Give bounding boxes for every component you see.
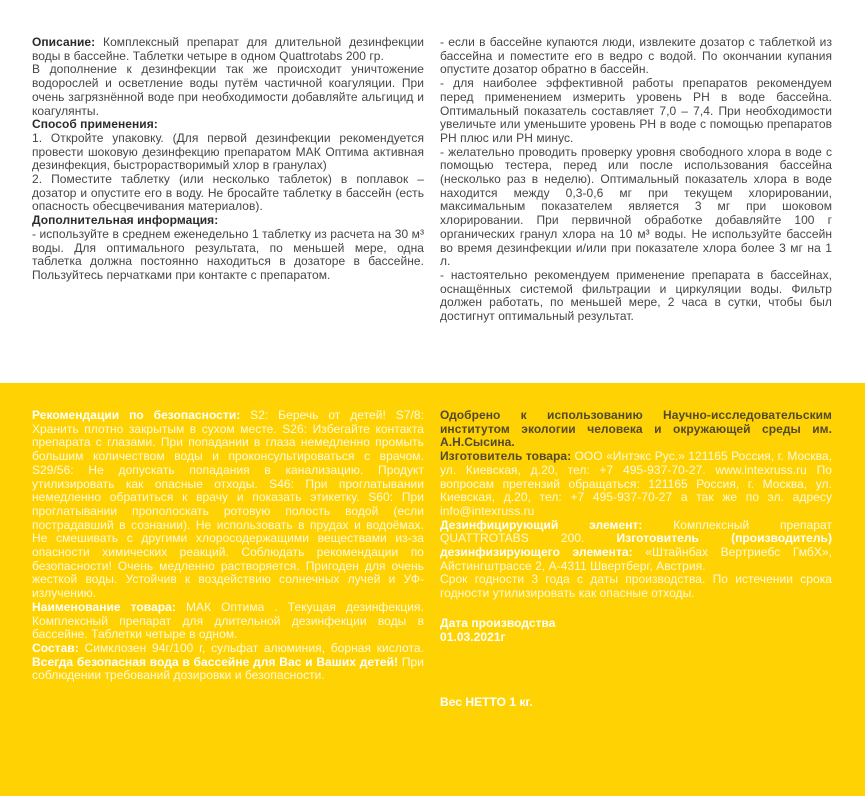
heading-text-segment: Вес НЕТТО 1 кг.: [440, 695, 533, 710]
text-segment: - если в бассейне купаются люди, извлеките дозатор с таблеткой из бассейна и поместите его в ведро с водой. По окончании купания опустите дозатор обратно в бассейн.: [440, 35, 832, 77]
heading-text-segment: Наименование товара:: [32, 599, 186, 614]
paragraph: [440, 409, 832, 450]
paragraph: [440, 617, 832, 631]
heading-text-segment: Способ применения:: [32, 117, 158, 132]
usage-right-column: [440, 36, 832, 324]
paragraph: [32, 601, 424, 642]
text-segment: Комплексный препарат для длительной дезинфекции воды в бассейне. Таблетки четыре в одном Quattrotabs 200 гр.: [32, 35, 424, 63]
heading-text-segment: Рекомендации по безопасности:: [32, 408, 251, 422]
paragraph: [32, 228, 424, 283]
heading-text-segment: Всегда безопасная вода в бассейне для Вас и Ваших детей!: [32, 654, 402, 669]
paragraph: [440, 573, 832, 600]
paragraph: [440, 77, 832, 146]
heading-text-segment: Дополнительная информация:: [32, 213, 219, 228]
paragraph: [440, 696, 832, 710]
text-segment: 2. Поместите таблетку (или несколько таблеток) в поплавок – дозатор и опустите его в воду. Не бросайте таблетку в бассейн (есть опасность обесцвечивания материалов).: [32, 172, 424, 214]
paragraph: [32, 173, 424, 214]
text-segment: Симклозен 94г/100 г, сульфат алюминия, борная кислота.: [84, 640, 424, 655]
text-segment: - используйте в среднем еженедельно 1 таблетку из расчета на 30 м³ воды. Для оптимального результата, по меньшей мере, одна таблетка должна постоянно находиться в дозаторе в бассейне. Пользуйтесь перчатками при контакте с препаратом.: [32, 226, 424, 282]
paragraph: [32, 118, 424, 132]
text-segment: S2: Беречь от детей! S7/8: Хранить плотно закрытым в сухом месте. S26: Избегайте контакта препарата с глазами. При попадании в глаза немедленно промыть большим количеством воды и проконсультироваться с врачом. S29/56: Не допускать попадания в канализацию. Продукт утилизировать как опасные отходы. S46: При проглатывании немедленно обратиться к врачу и показать этикетку. S60: При проглатывании прополоскать ротовую полость водой (если пострадавший в сознании). Не использовать в прудах и водоёмах. Не смешивать с другими хлоросодержащими веществами из-за опасности химических реакций. Соблюдать рекомендации по безопасности! Очень медленно растворяется. Пригоден для очень жесткой воды. Устойчив к воздействию солнечных лучей и УФ-излучению.: [32, 408, 424, 601]
heading-text-segment: Дата производства: [440, 615, 556, 630]
text-segment: Комплексный препарат QUATTROTABS 200.: [440, 517, 832, 546]
text-segment: «Штайнбах Вертриебс ГмбХ», Айстингштрассе 2, А-4311 Швертберг, Австрия.: [440, 545, 832, 573]
heading-text-segment: 01.03.2021г: [440, 629, 506, 644]
paragraph: [32, 63, 424, 118]
heading-text-segment: Изготовитель товара:: [440, 449, 575, 464]
text-segment: При соблюдении требований дозировки и безопасности.: [32, 654, 424, 683]
text-segment: - желательно проводить проверку уровня свободного хлора в воде с помощью тестера, перед или после использования бассейна (несколько раз в неделю). Оптимальный показатель хлора в воде находится между 0,3-0,6 мг при текущем хлорировании, максимальным показателем является 3 мг при шоковом хлорировании. При первичной обработке добавляйте 100 г органических гранул хлора на 10 м³ воды. Не используйте бассейн во время дезинфекции и/или при показателе хлора более 3 мг на 1 л.: [440, 144, 832, 269]
safety-info-section: [0, 383, 865, 796]
usage-info-section: [0, 0, 865, 383]
paragraph: [440, 519, 832, 574]
paragraph: [32, 36, 424, 63]
usage-info-columns: [0, 36, 865, 324]
text-segment: Срок годности 3 года с даты производства. По истечении срока годности утилизировать как опасные отходы.: [440, 572, 832, 601]
text-segment: - настоятельно рекомендуем применение препарата в бассейнах, оснащённых системой фильтрации и циркуляции воды. Фильтр должен работать, по меньшей мере, 2 часа в сутки, чтобы был достигнут оптимальный результат.: [440, 267, 832, 324]
heading-text-segment: Состав:: [32, 640, 85, 655]
safety-left-column: [32, 409, 424, 710]
paragraph: [440, 146, 832, 269]
paragraph: [440, 36, 832, 77]
paragraph: [32, 132, 424, 173]
usage-left-column: [32, 36, 424, 324]
safety-info-columns: [0, 409, 865, 710]
manufacturer-right-column: [440, 409, 832, 710]
text-segment: МАК Оптима . Текущая дезинфекция. Комплексный препарат для длительной дезинфекции воды в бассейне. Таблетки четыре в одном.: [32, 599, 424, 642]
heading-text-segment: Изготовитель (производитель) дезинфизирующего элемента:: [440, 531, 832, 560]
text-segment: В дополнение к дезинфекции так же происходит уничтожение водорослей и осветление воды путём частичной коагуляции. При очень загрязнённой воде при необходимости добавляйте альгицид и коагулянты.: [32, 62, 424, 118]
paragraph: [32, 214, 424, 228]
heading-text-segment: Описание:: [32, 35, 104, 49]
text-segment: - для наиболее эффективной работы препаратов рекомендуем перед применением измерить уровень РН в воде бассейна. Оптимальный показатель составляет 7,0 – 7,4. При необходимости увеличьте или уменьшите уровень РН в воде с помощью препаратов РН плюс или РН минус.: [440, 76, 832, 145]
heading-text-segment: Дезинфицирующий элемент:: [440, 517, 674, 532]
heading-text-segment: Одобрено к использованию Научно-исследовательским институтом экологии человека и окружающей среды им. А.Н.Сысина.: [440, 408, 832, 450]
paragraph: [440, 269, 832, 324]
text-segment: ООО «Интэкс Рус.» 121165 Россия, г. Москва, ул. Киевская, д.20, тел: +7 495-937-70-27. www.intexruss.ru По вопросам претензий обращаться: 121165 Россия, г. Москва, ул. Киевская, д.20, тел: +7 495-937-70-27 а так же по эл. адресу info@intexruss.ru: [440, 449, 832, 518]
paragraph: [32, 642, 424, 683]
paragraph: [440, 450, 832, 519]
text-segment: 1. Откройте упаковку. (Для первой дезинфекции рекомендуется провести шоковую дезинфекцию препаратом МАК Оптима активная дезинфекция, быстрорастворимый хлор в гранулах): [32, 130, 424, 173]
paragraph: [32, 409, 424, 601]
paragraph: [440, 631, 832, 645]
